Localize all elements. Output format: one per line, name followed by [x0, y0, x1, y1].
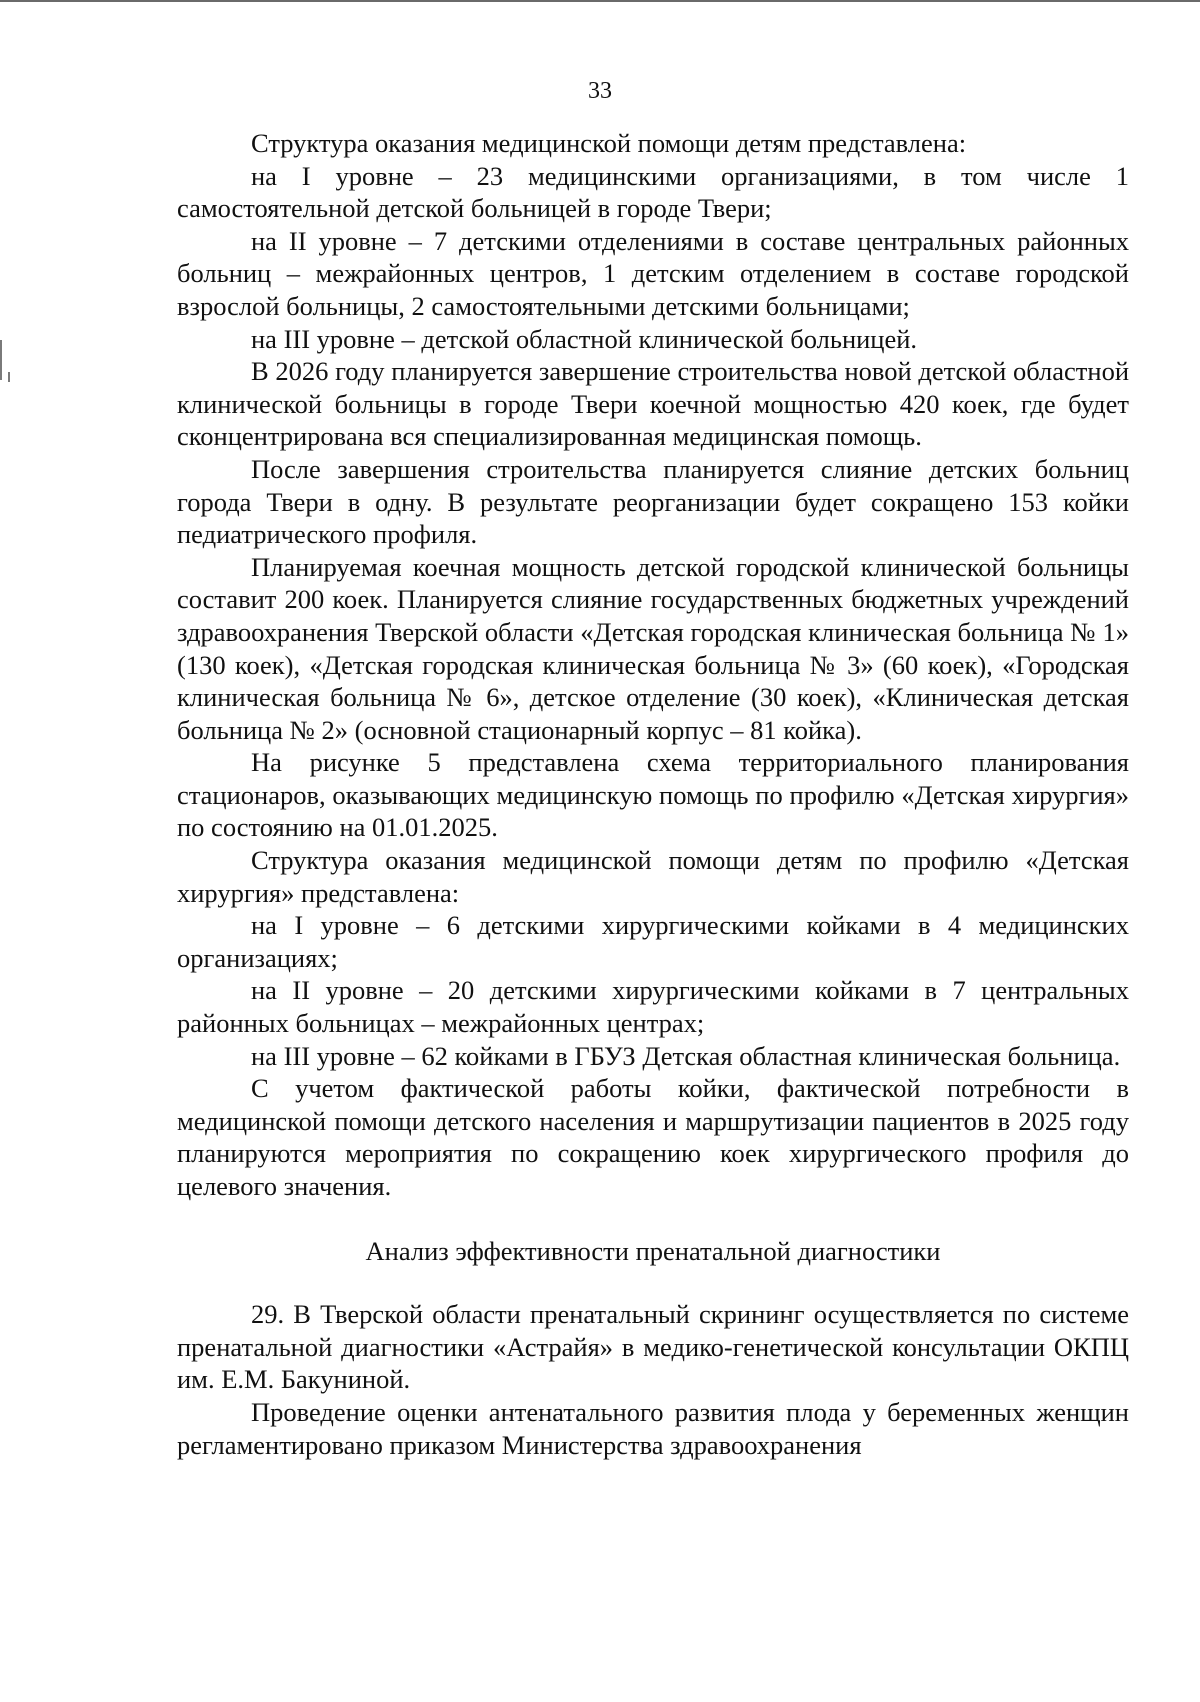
paragraph: на II уровне – 7 детскими отделениями в составе центральных районных больниц – межрайонных центров, 1 детским отделением в составе городской взрослой больницы, 2 самостоятельными детскими больницами; — [177, 225, 1129, 321]
scan-edge-line — [0, 0, 1200, 2]
document-body — [177, 127, 1129, 1461]
page-number: 33 — [588, 78, 612, 104]
paragraph: На рисунке 5 представлена схема территориального планирования стационаров, оказывающих медицинскую помощь по профилю «Детская хирургия» по состоянию на 01.01.2025. — [177, 747, 1129, 843]
paragraph: Планируемая коечная мощность детской городской клинической больницы составит 200 коек. Планируется слияние государственных бюджетных учреждений здравоохранения Тверской области «Детская городская клиническая больница № 1» (130 коек), «Детская городская клиническая больница № 3» (60 коек), «Городская клиническая больница № 6», детское отделение (30 коек), «Клиническая детская больница № 2» (основной стационарный корпус – 81 койка). — [177, 551, 1129, 745]
paragraph: на II уровне – 20 детскими хирургическими койками в 7 центральных районных больницах – межрайонных центрах; — [177, 975, 1129, 1039]
paragraph: Структура оказания медицинской помощи детям по профилю «Детская хирургия» представлена: — [177, 845, 1129, 908]
paragraph: на I уровне – 6 детскими хирургическими койками в 4 медицинских организациях; — [177, 910, 1129, 973]
paragraph: Структура оказания медицинской помощи детям представлена: — [251, 128, 967, 158]
paragraph: В 2026 году планируется завершение строительства новой детской областной клинической больницы в городе Твери коечной мощностью 420 коек, где будет сконцентрирована вся специализированная медицинская помощь. — [177, 356, 1129, 452]
paragraph: на III уровне – детской областной клинической больницей. — [251, 323, 918, 354]
scan-mark — [0, 340, 2, 380]
paragraph: 29. В Тверской области пренатальный скрининг осуществляется по системе пренатальной диагностики «Астрайя» в медико-генетической консультации ОКПЦ им. Е.М. Бакуниной. — [177, 1299, 1129, 1395]
paragraph: на III уровне – 62 койками в ГБУЗ Детская областная клиническая больница. — [251, 1040, 1121, 1071]
paragraph: на I уровне – 23 медицинскими организациями, в том числе 1 самостоятельной детской больницей в городе Твери; — [177, 160, 1129, 224]
scan-mark — [8, 372, 10, 382]
paragraph: С учетом фактической работы койки, фактической потребности в медицинской помощи детского населения и маршрутизации пациентов в 2025 году планируются мероприятия по сокращению коек хирургического профиля до целевого значения. — [177, 1073, 1129, 1201]
paragraph: Проведение оценки антенатального развития плода у беременных женщин регламентировано приказом Министерства здравоохранения — [177, 1396, 1129, 1460]
paragraph: После завершения строительства планируется слияние детских больниц города Твери в одну. В результате реорганизации будет сокращено 153 койки педиатрического профиля. — [177, 453, 1129, 550]
section-heading: Анализ эффективности пренатальной диагностики — [365, 1235, 941, 1266]
